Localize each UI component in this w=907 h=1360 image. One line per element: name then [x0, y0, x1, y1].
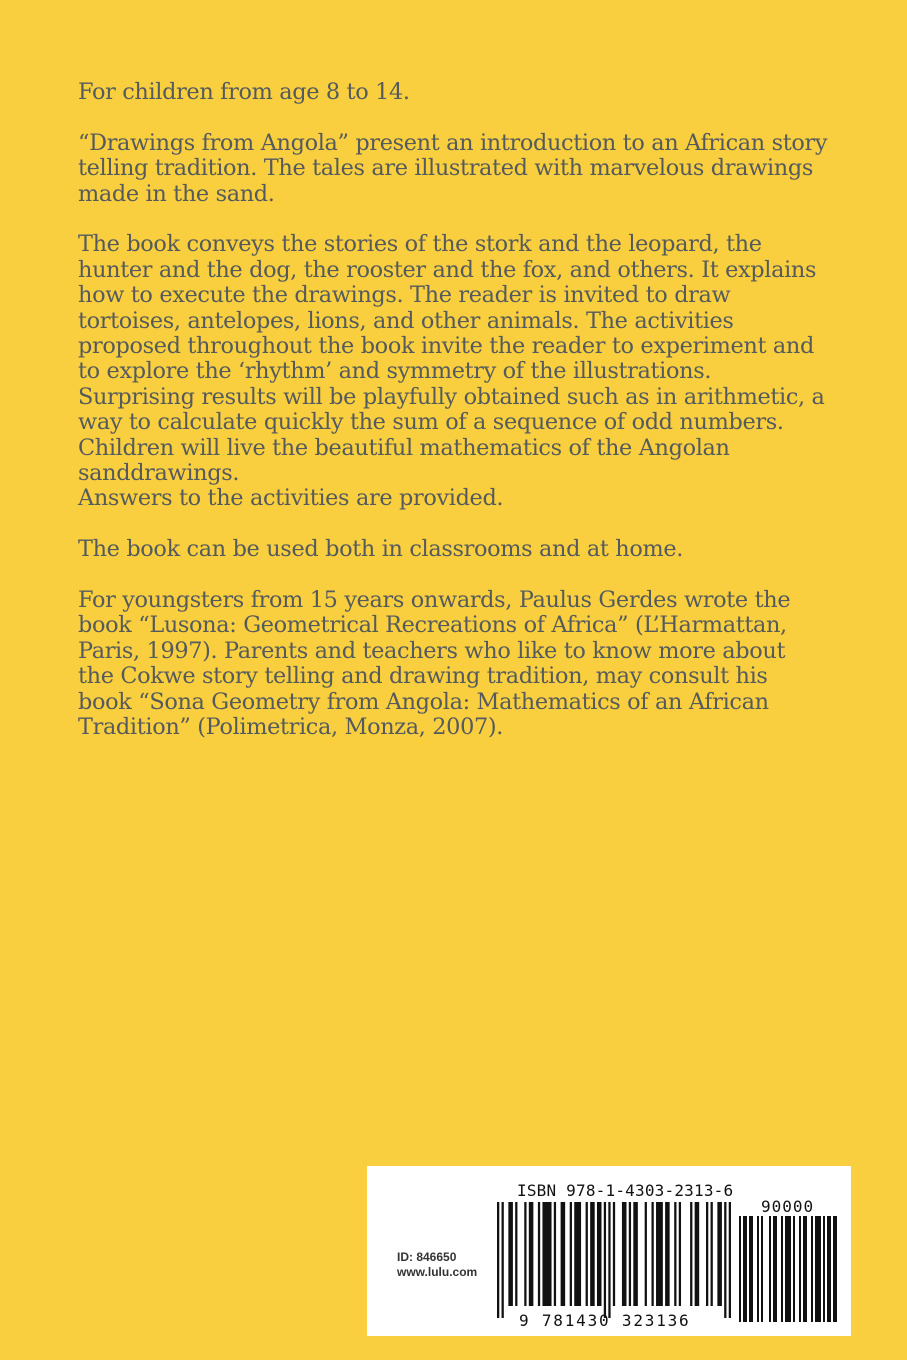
publisher-id: ID: 846650 [397, 1250, 457, 1264]
paragraph-introduction: “Drawings from Angola” present an introduction to an African story telling tradition. The tales are illustrated with marvelous drawings made in the sand. [78, 129, 828, 207]
ean-digits: 9 781430 323136 [519, 1311, 691, 1330]
addon-digits: 90000 [761, 1197, 815, 1216]
publisher-url: www.lulu.com [397, 1265, 478, 1279]
back-cover-text [78, 80, 848, 766]
publisher-info [397, 1250, 477, 1280]
addon-barcode-image [739, 1216, 837, 1322]
isbn-label: ISBN 978-1-4303-2313-6 [517, 1181, 734, 1200]
barcode-box [367, 1166, 851, 1336]
paragraph-usage: The book can be used both in classrooms and at home. [78, 536, 684, 563]
ean-barcode-image [497, 1202, 731, 1318]
paragraph-further-reading: For youngsters from 15 years onwards, Paulus Gerdes wrote the book “Lusona: Geometrical Recreations of Africa” (L’Harmattan, Paris, 1997). Parents and teachers who like to know more about the Cokwe story telling and drawing tradition, may consult his book “Sona Geometry from Angola: Mathematics of an African Tradition” (Polimetrica, Monza, 2007). [78, 587, 791, 741]
paragraph-age-range: For children from age 8 to 14. [78, 79, 410, 105]
paragraph-book-contents: The book conveys the stories of the stork and the leopard, the hunter and the dog, the rooster and the fox, and others. It explains how to execute the drawings. The reader is invited to draw tortoises, antelopes, lions, and other animals. The activities proposed throughout the book invite the reader to experiment and to explore the ‘rhythm’ and symmetry of the illustrations. Surprising results will be playfully obtained such as in arithmetic, a way to calculate quickly the sum of a sequence of odd numbers. Children will live the beautiful mathematics of the Angolan sanddrawings. Answers to the activities are provided. [78, 231, 825, 512]
